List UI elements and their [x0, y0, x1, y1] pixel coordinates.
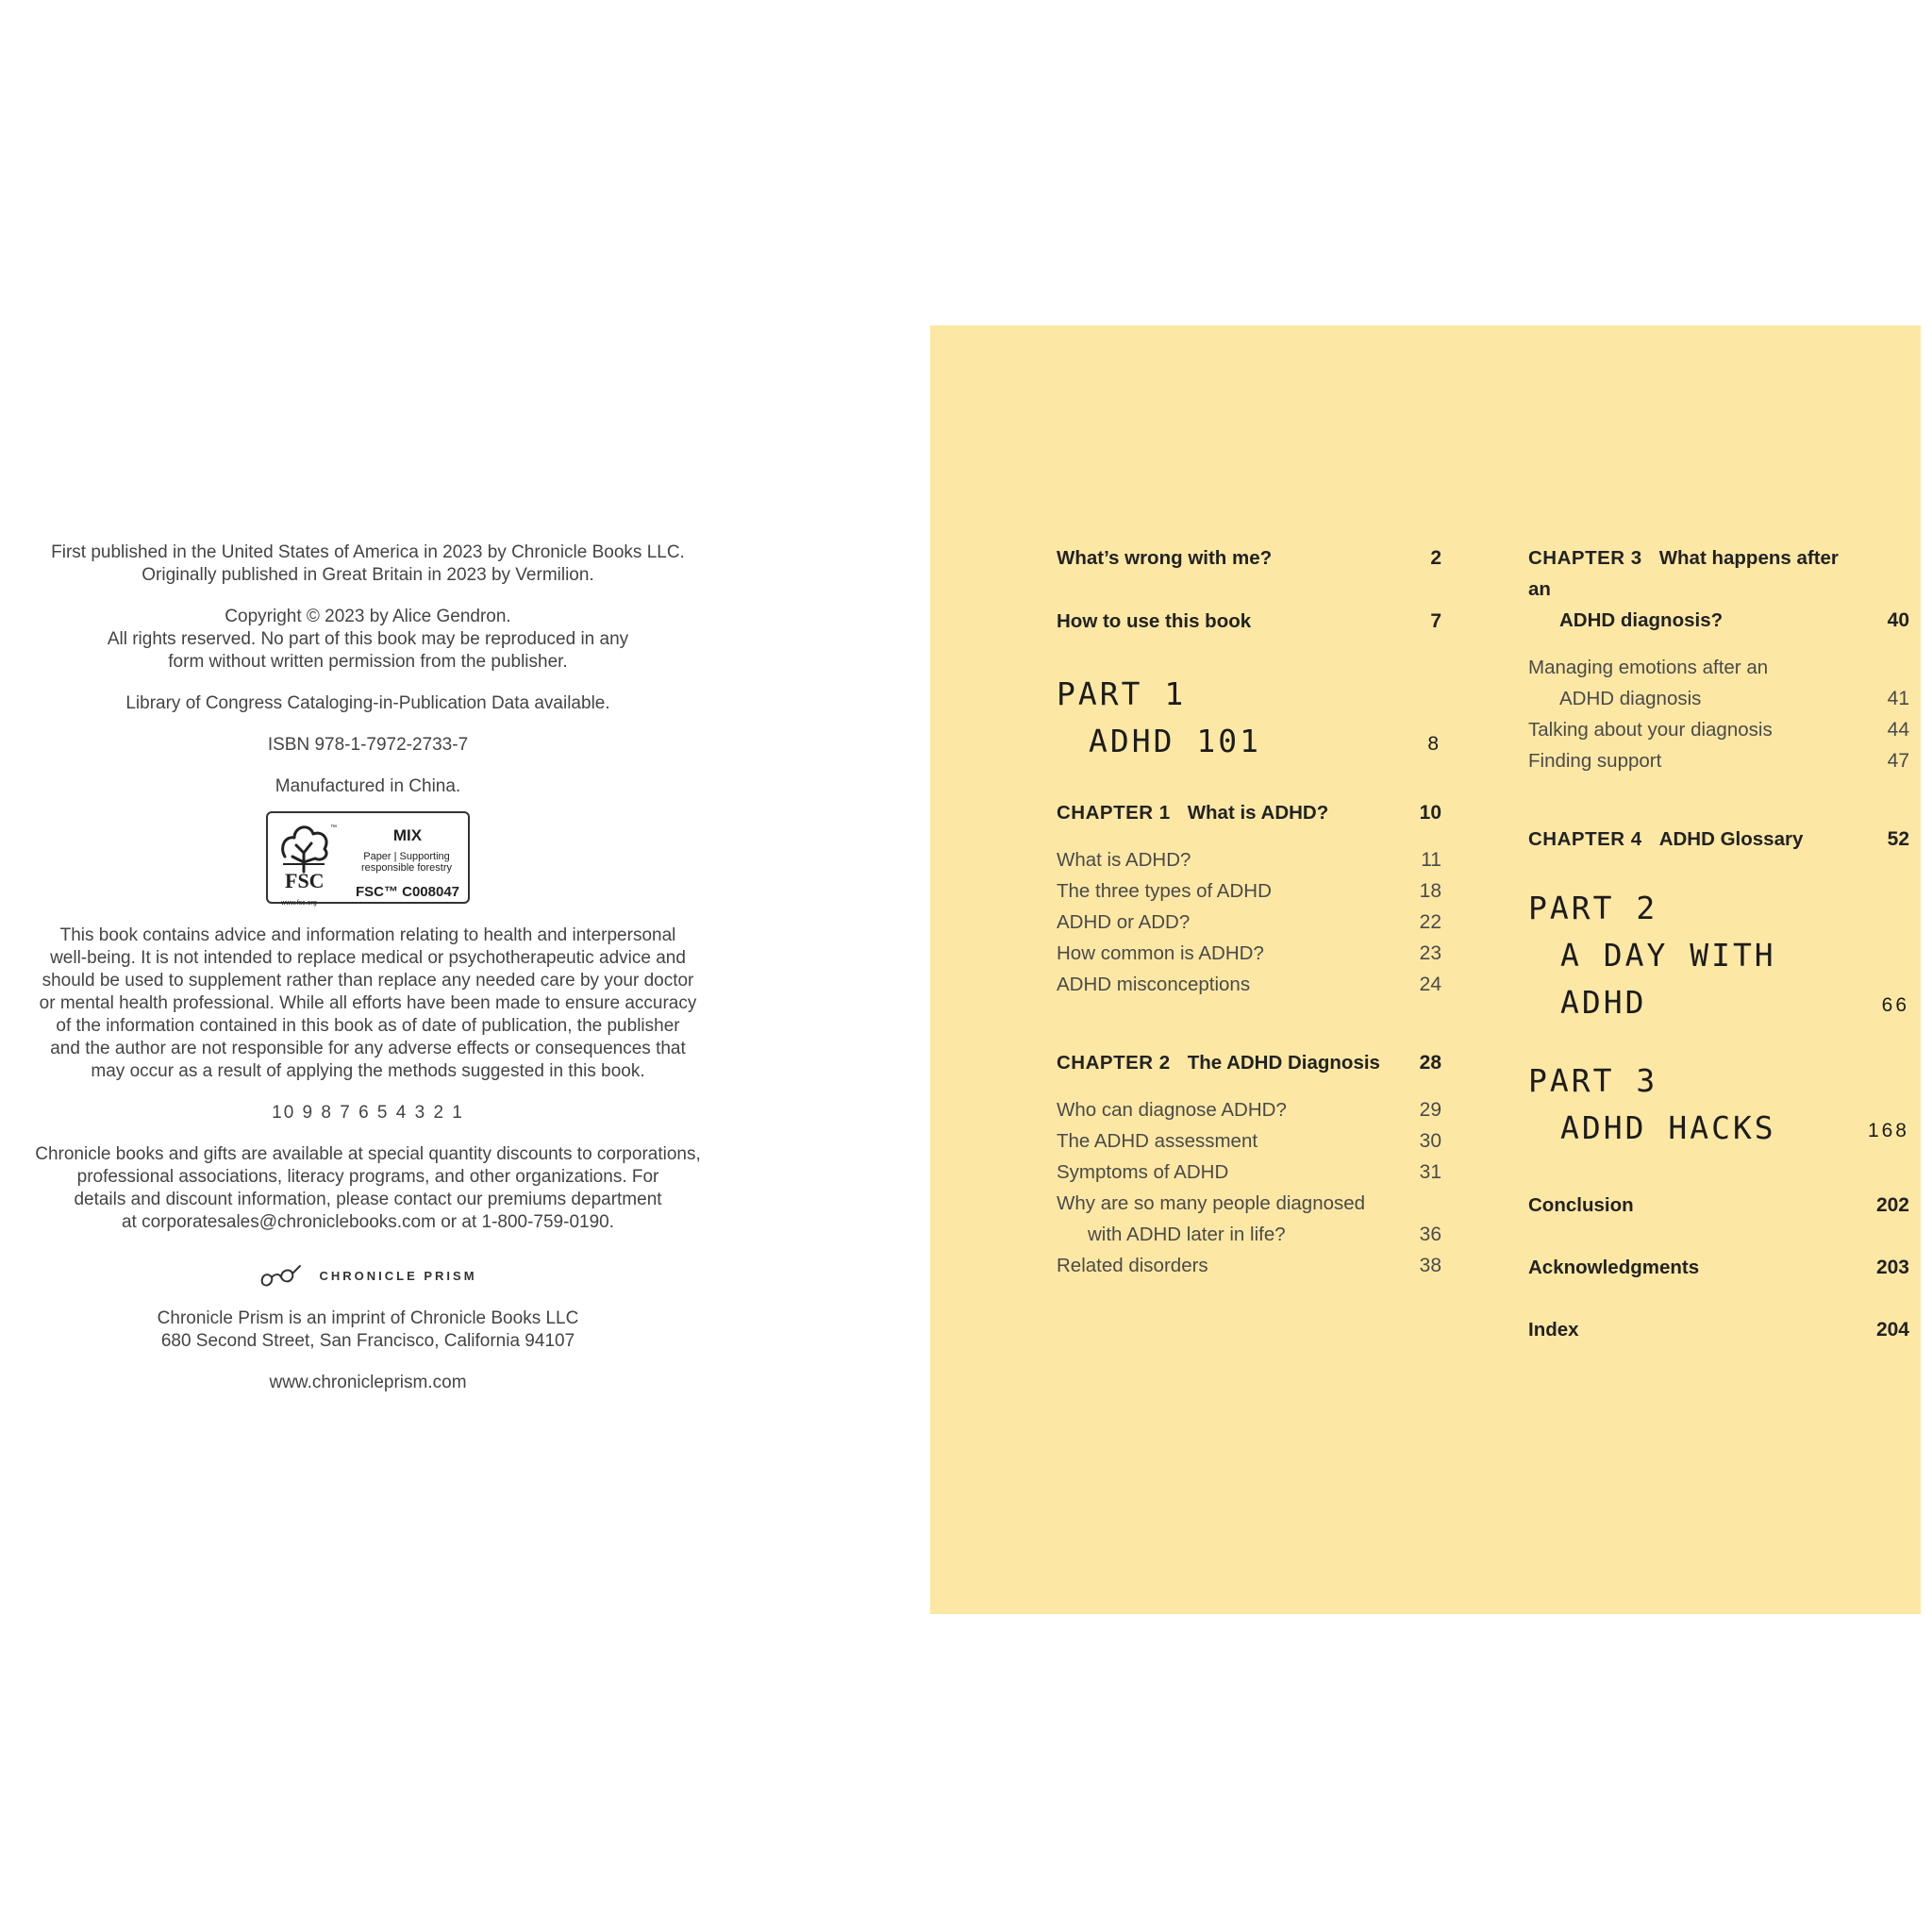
- toc-part: [1057, 671, 1441, 765]
- toc-chapter-title-continued: ADHD diagnosis?: [1559, 609, 1724, 631]
- toc-entry: [1528, 745, 1909, 776]
- toc-page-number: 203: [1875, 1257, 1909, 1278]
- toc-chapter-title: ADHD Glossary: [1658, 828, 1804, 850]
- toc-chapter-label: CHAPTER 2: [1057, 1052, 1171, 1074]
- toc-page-number: 40: [1887, 609, 1909, 631]
- sales-info: [19, 1143, 717, 1234]
- toc-entry-title: Managing emotions after an: [1528, 657, 1769, 678]
- toc-chapter-items: [1057, 844, 1441, 1000]
- sales-line: professional associations, literacy programs, and other organizations. For: [76, 1167, 659, 1187]
- toc-entry: [1528, 1252, 1909, 1283]
- toc-chapter-label: CHAPTER 3: [1528, 547, 1642, 569]
- disclaimer-line: may occur as a result of applying the methods suggested in this book.: [91, 1061, 645, 1081]
- disclaimer-line: of the information contained in this book as of date of publication, the publisher: [56, 1016, 680, 1036]
- printing-line: 10 9 8 7 6 5 4 3 2 1: [272, 1103, 464, 1123]
- toc-page-number: 2: [1430, 547, 1441, 569]
- fsc-description-line: Paper | Supporting: [363, 851, 450, 862]
- disclaimer-line: well-being. It is not intended to replace medical or psychotherapeutic advice and: [50, 948, 686, 968]
- toc-entry-title: Finding support: [1528, 750, 1662, 772]
- toc-chapter: [1057, 1047, 1441, 1078]
- contents-column-right: [1528, 542, 1909, 1345]
- toc-entry: [1057, 875, 1441, 907]
- toc-entry: [1528, 652, 1909, 714]
- fsc-mix: MIX: [392, 826, 423, 844]
- toc-entry-title: What is ADHD?: [1057, 849, 1191, 871]
- website-line: www.chronicleprism.com: [269, 1373, 467, 1392]
- toc-page-number: 8: [1427, 733, 1441, 755]
- imprint-logo: [19, 1262, 717, 1291]
- fsc-description-line: responsible forestry: [361, 862, 452, 874]
- toc-entry-title: The three types of ADHD: [1057, 880, 1272, 902]
- sales-line: at corporatesales@chroniclebooks.com or at 1-800-759-0190.: [121, 1212, 615, 1232]
- toc-entry: [1057, 844, 1441, 875]
- toc-part-label: PART 1: [1057, 675, 1187, 712]
- toc-page-number: 30: [1419, 1130, 1441, 1152]
- toc-entry-title: Who can diagnose ADHD?: [1057, 1099, 1287, 1121]
- isbn-line: ISBN 978-1-7972-2733-7: [267, 735, 469, 755]
- toc-chapter-items: [1057, 1094, 1441, 1281]
- toc-entry-title-continued: with ADHD later in life?: [1088, 1224, 1286, 1245]
- toc-page-number: 202: [1875, 1194, 1909, 1216]
- toc-page-number: 66: [1881, 994, 1909, 1016]
- disclaimer-line: should be used to supplement rather than replace any needed care by your doctor: [42, 971, 694, 991]
- toc-page-number: 204: [1875, 1319, 1909, 1341]
- toc-entry: [1057, 1125, 1441, 1157]
- toc-entry-title: How to use this book: [1057, 610, 1252, 632]
- toc-entry: [1057, 1250, 1441, 1281]
- toc-entry-title: Acknowledgments: [1528, 1257, 1700, 1278]
- toc-entry-title: The ADHD assessment: [1057, 1130, 1258, 1152]
- toc-part: [1528, 1058, 1909, 1152]
- toc-page-number: 7: [1430, 610, 1441, 632]
- manufactured-line: Manufactured in China.: [275, 776, 461, 796]
- toc-chapter-items: [1528, 652, 1909, 776]
- toc-entry-title: ADHD or ADD?: [1057, 911, 1191, 933]
- toc-page-number: 41: [1887, 688, 1909, 709]
- disclaimer: [19, 924, 717, 1083]
- toc-part-title: ADHD HACKS: [1560, 1109, 1776, 1146]
- toc-page-number: 10: [1419, 802, 1441, 824]
- disclaimer-line: and the author are not responsible for any adverse effects or consequences that: [50, 1039, 686, 1058]
- cip-line: Library of Congress Cataloging-in-Publication Data available.: [125, 693, 610, 713]
- toc-page-number: 47: [1887, 750, 1909, 772]
- toc-page-number: 23: [1419, 942, 1441, 964]
- toc-page-number: 22: [1419, 911, 1441, 933]
- toc-entry: [1528, 1314, 1909, 1345]
- fsc-description: [347, 851, 466, 874]
- toc-chapter: [1528, 542, 1909, 636]
- toc-page-number: 44: [1887, 719, 1909, 741]
- toc-entry: [1057, 969, 1441, 1000]
- toc-chapter-title: What happens after an: [1528, 547, 1839, 600]
- toc-entry-title: What’s wrong with me?: [1057, 547, 1273, 569]
- toc-page-number: 29: [1419, 1099, 1441, 1121]
- toc-entry-title: Talking about your diagnosis: [1528, 719, 1773, 741]
- sales-line: details and discount information, please contact our premiums department: [74, 1190, 662, 1209]
- sales-line: Chronicle books and gifts are available at special quantity discounts to corporations,: [35, 1144, 701, 1164]
- disclaimer-line: or mental health professional. While all efforts have been made to ensure accuracy: [39, 993, 697, 1013]
- toc-page-number: 168: [1867, 1120, 1909, 1141]
- rights-line: All rights reserved. No part of this book may be reproduced in any: [107, 629, 629, 649]
- toc-chapter: [1528, 824, 1909, 855]
- contents-column-left: [1057, 542, 1441, 1281]
- rights-line: form without written permission from the publisher.: [168, 652, 568, 672]
- toc-entry: [1057, 1094, 1441, 1125]
- toc-chapter-label: CHAPTER 1: [1057, 802, 1171, 824]
- toc-entry: [1057, 1188, 1441, 1250]
- disclaimer-line: This book contains advice and information relating to health and interpersonal: [59, 925, 676, 945]
- toc-entry: [1057, 606, 1441, 637]
- toc-entry-title: Index: [1528, 1319, 1579, 1341]
- imprint-line: Chronicle Prism is an imprint of Chronicle Books LLC: [157, 1308, 579, 1328]
- publication-line: First published in the United States of America in 2023 by Chronicle Books LLC.: [51, 542, 685, 562]
- toc-page-number: 24: [1419, 974, 1441, 995]
- toc-page-number: 38: [1419, 1255, 1441, 1276]
- toc-entry: [1057, 1157, 1441, 1188]
- toc-entry-title: Related disorders: [1057, 1255, 1208, 1276]
- original-publication-line: Originally published in Great Britain in 2023 by Vermilion.: [142, 565, 594, 585]
- toc-page-number: 11: [1421, 849, 1441, 871]
- toc-entry: [1057, 907, 1441, 938]
- toc-page-number: 31: [1419, 1161, 1441, 1183]
- copyright-line: Copyright © 2023 by Alice Gendron.: [225, 607, 511, 626]
- toc-chapter-title: The ADHD Diagnosis: [1187, 1052, 1380, 1074]
- toc-part-label: PART 2: [1528, 890, 1658, 926]
- fsc-logo: [266, 811, 470, 907]
- address-line: 680 Second Street, San Francisco, California 94107: [160, 1331, 575, 1351]
- toc-page-number: 18: [1419, 880, 1441, 902]
- fsc-brand: FSC: [285, 869, 325, 892]
- toc-part-title: A DAY WITH ADHD: [1560, 937, 1776, 1021]
- fsc-trademark: ™: [330, 824, 337, 831]
- toc-entry-title: Conclusion: [1528, 1194, 1634, 1216]
- toc-entry: [1057, 542, 1441, 574]
- toc-page-number: 52: [1887, 828, 1909, 850]
- toc-entry-title: How common is ADHD?: [1057, 942, 1264, 964]
- toc-chapter-label: CHAPTER 4: [1528, 828, 1642, 850]
- fsc-tree-icon: [275, 819, 334, 874]
- toc-entry-title: Why are so many people diagnosed: [1057, 1192, 1366, 1214]
- imprint-name: CHRONICLE PRISM: [319, 1269, 477, 1283]
- toc-page-number: 28: [1419, 1052, 1441, 1074]
- toc-part-title: ADHD 101: [1089, 723, 1261, 759]
- glasses-icon: [258, 1262, 302, 1291]
- toc-entry-title: Symptoms of ADHD: [1057, 1161, 1229, 1183]
- copyright-page: [19, 541, 717, 1394]
- toc-entry: [1057, 938, 1441, 969]
- toc-entry-title: ADHD misconceptions: [1057, 974, 1251, 995]
- toc-entry-title-continued: ADHD diagnosis: [1559, 688, 1702, 709]
- toc-entry: [1528, 1190, 1909, 1221]
- toc-part: [1528, 885, 1909, 1026]
- toc-chapter: [1057, 797, 1441, 828]
- fsc-code: FSC™ C008047: [355, 884, 460, 900]
- fsc-url: www.fsc.org: [281, 900, 317, 907]
- toc-chapter-title: What is ADHD?: [1187, 802, 1329, 824]
- contents-page: [930, 325, 1921, 1614]
- toc-page-number: 36: [1419, 1224, 1441, 1245]
- toc-entry: [1528, 714, 1909, 745]
- toc-part-label: PART 3: [1528, 1062, 1658, 1099]
